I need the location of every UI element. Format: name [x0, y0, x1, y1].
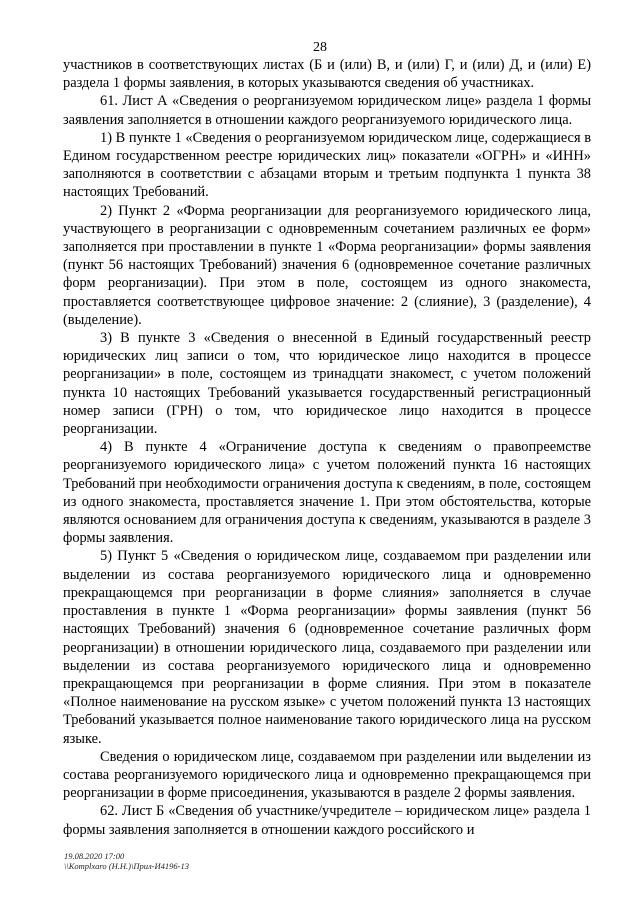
paragraph-61-item-5-addendum: Сведения о юридическом лице, создаваемом при разделении или выделении из состава реорганизуемого юридического лица и одновременно прекращающемся при реорганизации в форме присоединения, указываются в разделе 2 формы заявления. — [63, 748, 591, 802]
paragraph-61-item-1: 1) В пункте 1 «Сведения о реорганизуемом юридическом лице, содержащиеся в Едином государственном реестре юридических лиц» показатели «ОГРН» и «ИНН» заполняются в соответствии с абзацами вторым и третьим подпункта 1 пункта 38 настоящих Требований. — [63, 129, 591, 201]
paragraph-61-item-5: 5) Пункт 5 «Сведения о юридическом лице, создаваемом при разделении или выделении из состава реорганизуемого юридического лица и одновременно прекращающемся при реорганизации в форме слияния» заполняется в случае проставления в пункте 1 «Форма реорганизации» формы заявления (пункт 56 настоящих Требований) значения 6 (одновременное сочетание различных форм реорганизации) в отношении юридического лица, создаваемого при разделении или выделении из состава реорганизуемого юридического лица и одновременно прекращающемся при реорганизации в форме слияния. При этом в показателе «Полное наименование на русском языке» с учетом положений пункта 13 настоящих Требований указывается полное наименование такого юридического лица на русском языке. — [63, 548, 591, 747]
footer-timestamp: 19.08.2020 17:00 — [64, 851, 125, 861]
paragraph-61-item-2: 2) Пункт 2 «Форма реорганизации для реорганизуемого юридического лица, участвующего в реорганизации с одновременным сочетанием различных ее форм» заполняется при проставлении в пункте 1 «Форма реорганизации» формы заявления (пункт 56 настоящих Требований) значения 6 (одновременное сочетание различных форм реорганизации). При этом в поле, состоящем из одного знакоместа, проставляется соответствующее цифровое значение: 2 (слияние), 3 (разделение), 4 (выделение). — [63, 202, 591, 328]
paragraph-61: 61. Лист А «Сведения о реорганизуемом юридическом лице» раздела 1 формы заявления заполняется в отношении каждого реорганизуемого юридического лица. — [63, 93, 591, 128]
footer-file-path: \\Komplxaro (Н.Н.)\Прил-И4196-13 — [64, 861, 189, 871]
page-number: 28 — [313, 40, 327, 55]
paragraph-62: 62. Лист Б «Сведения об участнике/учредителе – юридическом лице» раздела 1 формы заявления заполняется в отношении каждого российского и — [63, 803, 591, 838]
paragraph-continuation: участников в соответствующих листах (Б и (или) В, и (или) Г, и (или) Д, и (или) Е) раздела 1 формы заявления, в которых указываются сведения об участниках. — [63, 57, 591, 92]
document-footer — [64, 851, 189, 871]
paragraph-61-item-3: 3) В пункте 3 «Сведения о внесенной в Единый государственный реестр юридических лиц записи о том, что юридическое лицо находится в процессе реорганизации» в поле, состоящем из тринадцати знакомест, с учетом положений пункта 10 настоящих Требований указывается государственный регистрационный номер записи (ГРН) о том, что юридическое лицо находится в процессе реорганизации. — [63, 330, 591, 438]
document-body — [63, 56, 591, 839]
paragraph-61-item-4: 4) В пункте 4 «Ограничение доступа к сведениям о правопреемстве реорганизуемого юридического лица» с учетом положений пункта 16 настоящих Требований при необходимости ограничения доступа к сведениям, в поле, состоящем из одного знакоместа, проставляется значение 1. При этом обстоятельства, которые являются основанием для ограничения доступа к сведениям, указываются в разделе 3 формы заявления. — [63, 439, 591, 547]
